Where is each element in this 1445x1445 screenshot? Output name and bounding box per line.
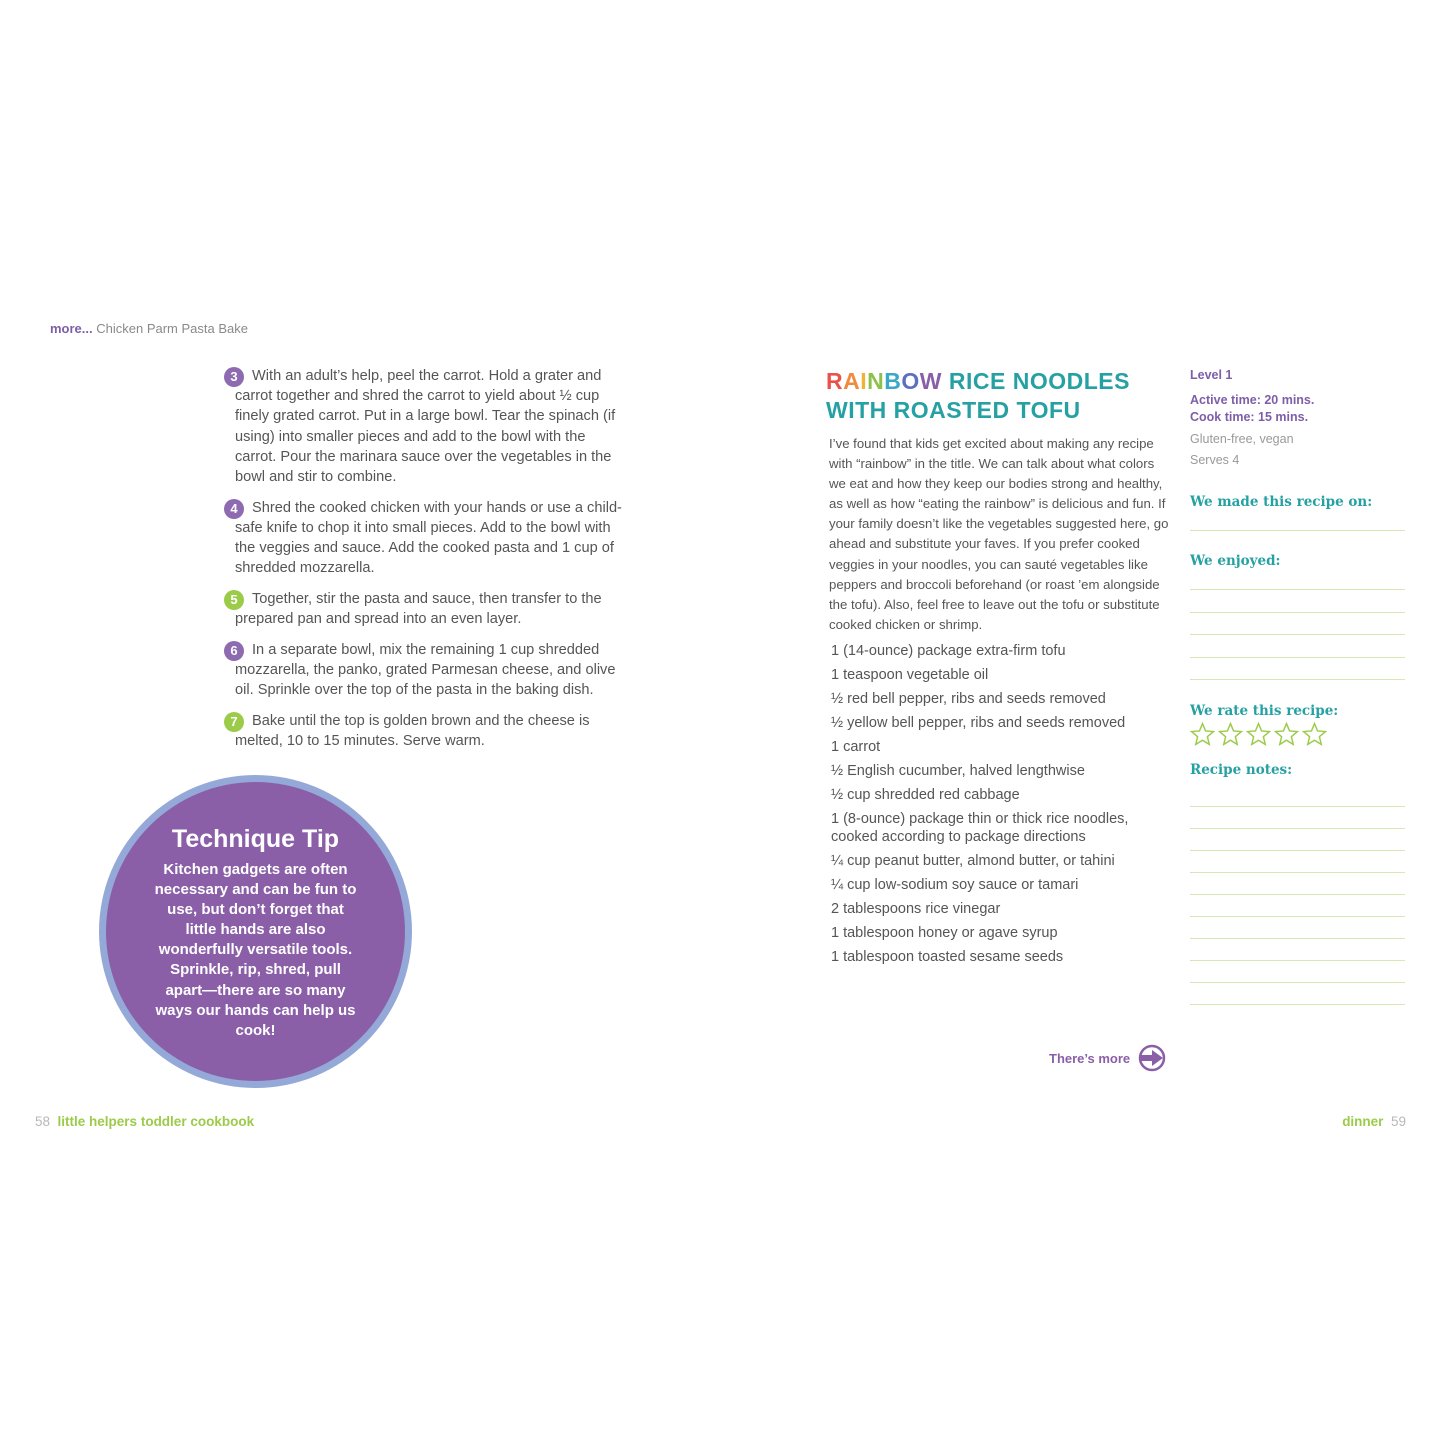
theres-more — [1049, 1044, 1166, 1072]
technique-tip-circle — [99, 775, 412, 1088]
writing-line[interactable] — [1190, 657, 1405, 658]
writing-line[interactable] — [1190, 960, 1405, 961]
step-number-badge: 4 — [224, 499, 244, 519]
recipe-level: Level 1 — [1190, 368, 1233, 382]
writing-line[interactable] — [1190, 894, 1405, 895]
ingredient-item: ¼ cup low-sodium soy sauce or tamari — [831, 876, 1079, 893]
diet-info: Gluten-free, vegan — [1190, 432, 1294, 446]
rainbow-letter: A — [843, 368, 861, 394]
writing-line[interactable] — [1190, 872, 1405, 873]
step-item — [224, 589, 629, 629]
writing-line[interactable] — [1190, 1004, 1405, 1005]
arrow-right-icon — [1138, 1044, 1166, 1072]
writing-line[interactable] — [1190, 828, 1405, 829]
ingredient-item: 1 teaspoon vegetable oil — [831, 667, 989, 683]
rainbow-letter: I — [860, 368, 868, 394]
running-head-more: more... — [50, 321, 93, 336]
enjoyed-lines — [1190, 589, 1406, 680]
writing-line[interactable] — [1190, 589, 1405, 590]
page-number-right: 59 — [1390, 1114, 1406, 1129]
star-icon[interactable] — [1302, 722, 1327, 747]
writing-line[interactable] — [1190, 850, 1405, 851]
rainbow-letter: N — [867, 368, 885, 394]
rainbow-letter: O — [901, 368, 920, 394]
ingredient-item: ½ yellow bell pepper, ribs and seeds removed — [831, 715, 1126, 731]
ingredient-item: ¼ cup peanut butter, almond butter, or tahini — [831, 852, 1115, 869]
section-name-footer: dinner — [1342, 1114, 1384, 1129]
ingredient-item: ½ cup shredded red cabbage — [831, 787, 1020, 803]
page-number-left: 58 — [35, 1114, 51, 1129]
writing-line[interactable] — [1190, 634, 1405, 635]
technique-tip-body: Kitchen gadgets are often necessary and can be fun to use, but don’t forget that little hands are also wonderfully versatile tools. Sprinkle, rip, shred, pull apart—there are so many ways our hands can help us cook! — [154, 861, 357, 1039]
star-rating — [1190, 722, 1406, 747]
step-text: With an adult’s help, peel the carrot. Hold a grater and carrot together and shred the carrot to yield about ½ cup finely grated carrot. Put in a large bowl. Tear the spinach (if using) into smaller pieces and add to the bowl with the carrot. Pour the marinara sauce over the vegetables in the bowl and stir to combine. — [235, 368, 616, 486]
technique-tip-title: Technique Tip — [171, 825, 340, 853]
step-item — [224, 711, 629, 751]
writing-line[interactable] — [1190, 916, 1405, 917]
running-head — [50, 321, 248, 336]
ingredient-item: ½ red bell pepper, ribs and seeds removed — [831, 691, 1106, 707]
ingredient-item: 1 tablespoon honey or agave syrup — [831, 924, 1058, 941]
star-icon[interactable] — [1246, 722, 1271, 747]
enjoyed-heading: We enjoyed: — [1190, 553, 1281, 569]
running-head-title: Chicken Parm Pasta Bake — [96, 321, 248, 336]
made-on-line[interactable] — [1190, 530, 1405, 531]
star-icon[interactable] — [1274, 722, 1299, 747]
writing-line[interactable] — [1190, 612, 1405, 613]
step-text: Shred the cooked chicken with your hands or use a child-safe knife to chop it into small pieces. Add to the bowl with the veggies and sauce. Add the cooked pasta and 1 cup of shredded mozzarella. — [235, 499, 622, 577]
cook-time: Cook time: 15 mins. — [1190, 410, 1309, 424]
theres-more-label: There’s more — [1049, 1050, 1131, 1066]
folio-left — [35, 1114, 254, 1129]
step-number-badge: 7 — [224, 712, 244, 732]
technique-tip-inner — [106, 782, 405, 1081]
ingredient-item: 1 tablespoon toasted sesame seeds — [831, 948, 1064, 965]
step-item — [224, 498, 629, 579]
rainbow-letter: B — [884, 368, 902, 394]
rainbow-letter: W — [919, 368, 942, 394]
writing-line[interactable] — [1190, 806, 1405, 807]
notes-lines — [1190, 806, 1406, 1005]
ingredients-list — [831, 643, 1171, 973]
step-item — [224, 366, 629, 487]
step-text: Bake until the top is golden brown and the cheese is melted, 10 to 15 minutes. Serve warm. — [235, 713, 590, 750]
writing-line[interactable] — [1190, 938, 1405, 939]
recipe-sidebar — [1190, 368, 1406, 1005]
writing-line[interactable] — [1190, 982, 1405, 983]
step-text: In a separate bowl, mix the remaining 1 cup shredded mozzarella, the panko, grated Parmesan cheese, and olive oil. Sprinkle over the top of the pasta in the baking dish. — [235, 641, 616, 699]
serves-info: Serves 4 — [1190, 453, 1240, 467]
step-number-badge: 3 — [224, 367, 244, 387]
step-text: Together, stir the pasta and sauce, then transfer to the prepared pan and spread into an even layer. — [235, 591, 602, 628]
star-icon[interactable] — [1218, 722, 1243, 747]
writing-line[interactable] — [1190, 679, 1405, 680]
rate-heading: We rate this recipe: — [1190, 703, 1339, 719]
rainbow-word — [826, 368, 942, 394]
ingredient-item: 1 (14-ounce) package extra-firm tofu — [831, 643, 1066, 659]
made-on-heading: We made this recipe on: — [1190, 494, 1373, 510]
step-number-badge: 5 — [224, 590, 244, 610]
ingredient-item: ½ English cucumber, halved lengthwise — [831, 763, 1085, 779]
rainbow-letter: R — [826, 368, 844, 394]
active-time: Active time: 20 mins. — [1190, 393, 1315, 407]
book-title-footer: little helpers toddler cookbook — [57, 1114, 255, 1129]
recipe-intro: I’ve found that kids get excited about making any recipe with “rainbow” in the title. We can talk about what colors we eat and how they keep our bodies strong and healthy, as well as how “eating the rainbow” is delicious and fun. If your family doesn’t like the vegetables suggested here, go ahead and substitute your faves. If you prefer cooked veggies in your noodles, you can sauté vegetables like peppers and broccoli beforehand (or roast ’em alongside the tofu). Also, feel free to leave out the tofu or substitute cooked chicken or shrimp. — [829, 436, 1169, 632]
ingredient-item: 1 carrot — [831, 739, 881, 755]
folio-right — [1342, 1114, 1406, 1129]
step-number-badge: 6 — [224, 641, 244, 661]
steps-list — [224, 366, 629, 762]
notes-heading: Recipe notes: — [1190, 762, 1293, 778]
recipe-title — [826, 367, 1130, 424]
title-line2: WITH ROASTED TOFU — [826, 396, 1081, 423]
star-icon[interactable] — [1190, 722, 1215, 747]
recipe-times — [1190, 392, 1406, 426]
ingredient-item: 2 tablespoons rice vinegar — [831, 900, 1001, 917]
step-item — [224, 640, 629, 701]
ingredient-item: 1 (8-ounce) package thin or thick rice noodles, cooked according to package directions — [831, 811, 1129, 845]
title-line1-rest: RICE NOODLES — [942, 368, 1130, 394]
